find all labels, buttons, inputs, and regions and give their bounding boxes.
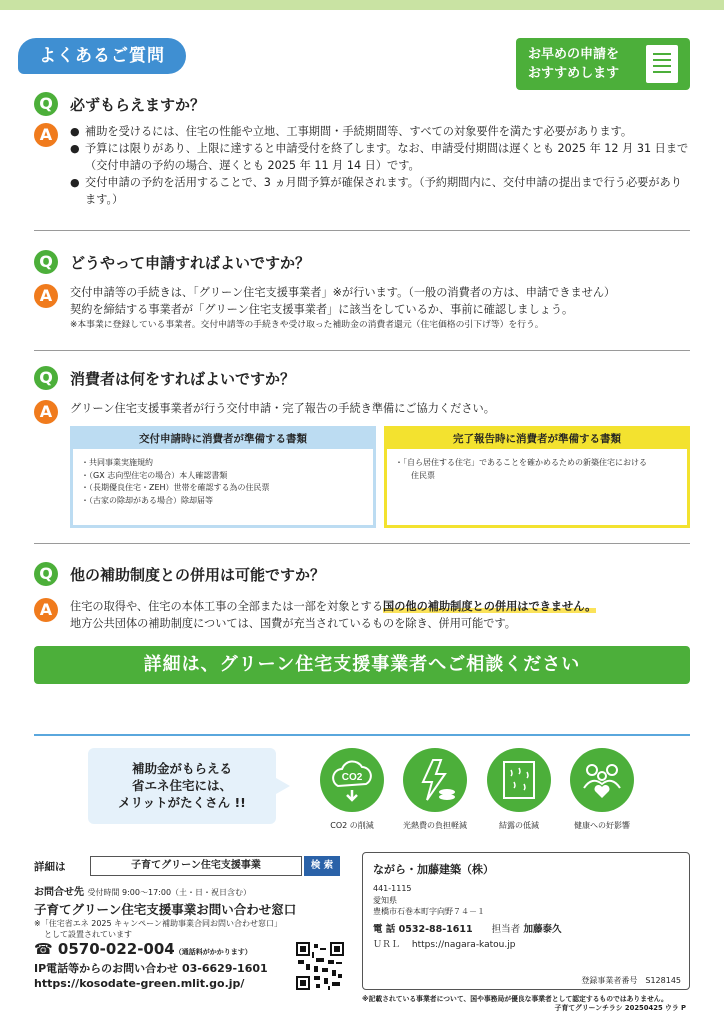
contact-phone-number: 0570-022-004: [57, 940, 175, 958]
contact-label-text: お問合せ先: [34, 887, 84, 898]
merit-label: 結露の低減: [499, 821, 539, 830]
faq-4-answer-line-1: [70, 598, 700, 615]
consult-banner: 詳細は、グリーン住宅支援事業者へご相談ください: [34, 646, 690, 684]
contact-note-line-2: として設置されています: [44, 930, 132, 939]
faq-4-answer-pre: 住宅の取得や、住宅の本体工事の全部または一部を対象とする: [70, 600, 384, 613]
contact-hours: 受付時間 9:00〜17:00（土・日・祝日含む）: [87, 888, 252, 897]
faq-1-bullet: ● 補助を受けるには、住宅の性能や立地、工事期間・手続期間等、すべての対象要件を満たす必要があります。: [70, 123, 690, 140]
ip-phone-label: IP電話等からのお問い合わせ: [34, 962, 179, 975]
faq-1-bullet: ● 交付申請の予約を活用することで、3 ヵ月間予算が確保されます。（予約期間内に、交付申請の提出まで行う必要があります。）: [70, 174, 690, 208]
application-document-item: ・（長期優良住宅・ZEH）世帯を確認する為の住民票: [81, 483, 270, 492]
official-url[interactable]: https://kosodate-green.mlit.go.jp/: [34, 977, 245, 990]
merits-bubble-line-2: 省エネ住宅には、: [131, 778, 232, 793]
ip-phone-number: 03-6629-1601: [182, 962, 268, 975]
energy-savings-icon: [403, 748, 467, 812]
contact-note-line-1: ※「住宅省エネ 2025 キャンペーン補助事業合同お問い合わせ窓口」: [34, 919, 282, 928]
contractor-reg-label: 登録事業者番号: [581, 976, 638, 985]
search-keyword-box: 子育てグリーン住宅支援事業: [90, 856, 302, 876]
contractor-postal: 441-1115: [373, 884, 412, 893]
a-badge: A: [34, 284, 58, 308]
phone-icon: ☎: [34, 940, 53, 958]
contractor-url-label: ＵＲＬ: [373, 940, 401, 950]
contractor-info-box: [362, 852, 690, 990]
merit-label: CO2 の削減: [330, 821, 374, 830]
contractor-url[interactable]: https://nagara-katou.jp: [411, 940, 516, 950]
section-divider: [34, 734, 690, 736]
faq-2-answer-line-2: 契約を締結する事業者が「グリーン住宅支援事業者」に該当をしているか、事前に確認しましょう。: [70, 303, 574, 316]
q-badge: Q: [34, 562, 58, 586]
condensation-icon: [487, 748, 551, 812]
contractor-prefecture: 愛知県: [373, 896, 397, 905]
ip-phone: [34, 960, 268, 976]
faq-4-question-text: 他の補助制度との併用は可能ですか？: [70, 566, 326, 584]
contractor-tel-row: [373, 921, 561, 935]
a-badge: A: [34, 598, 58, 622]
contractor-reg-no: S128145: [645, 976, 681, 985]
q-badge: Q: [34, 366, 58, 390]
faq-4-answer-highlight: 国の他の補助制度との併用はできません。: [383, 600, 597, 613]
application-document-item: ・（GX 志向型住宅の場合）本人確認書類: [81, 470, 228, 480]
early-application-line-1: お早めの申請を: [528, 47, 620, 62]
contractor-url-row: [373, 937, 515, 950]
merit-label: 健康への好影響: [574, 821, 630, 830]
a-badge: A: [34, 123, 58, 147]
faq-3-question-text: 消費者は何をすればよいですか？: [70, 370, 296, 388]
completion-documents-box: [384, 426, 690, 528]
a-badge: A: [34, 400, 58, 424]
search-button: 検 索: [304, 856, 340, 876]
early-application-callout: [516, 38, 690, 90]
contractor-reg-row: [581, 975, 681, 986]
contact-label: [34, 883, 251, 898]
document-icon: [646, 45, 678, 83]
contractor-tel: 0532-88-1611: [398, 924, 473, 935]
divider: [34, 350, 690, 351]
contact-phone: [34, 940, 252, 958]
contact-center-name: 子育てグリーン住宅支援事業お問い合わせ窓口: [34, 902, 297, 917]
faq-heading-tag: よくあるご質問: [18, 38, 186, 74]
application-documents-title: 交付申請時に消費者が準備する書類: [73, 429, 373, 449]
faq-4-answer-line-2: 地方公共団体の補助制度については、国費が充当されているものを除き、併用可能です。: [70, 617, 516, 630]
faq-3-answer-text: グリーン住宅支援事業者が行う交付申請・完了報告の手続き準備にご協力ください。: [70, 402, 495, 415]
completion-document-item-cont: 住民票: [411, 470, 435, 480]
contractor-tel-label: 電 話: [373, 924, 396, 935]
faq-1-bullet: ● 予算には限りがあり、上限に達すると申請受付を終了します。なお、申請受付期間は遅くとも 2025 年 12 月 31 日まで（交付申請の予約の場合、遅くとも 2025 年 11 月 14 日）です。: [70, 140, 690, 174]
merit-condensation: [479, 748, 559, 831]
divider: [34, 543, 690, 544]
contact-phone-note: （通話料がかかります）: [174, 948, 252, 956]
co2-icon: [320, 748, 384, 812]
completion-documents-title: 完了報告時に消費者が準備する書類: [387, 429, 687, 449]
early-application-line-2: おすすめします: [528, 66, 620, 81]
completion-document-item: ・「自ら居住する住宅」であることを確かめるための新築住宅における: [395, 458, 647, 467]
co2-icon-text: CO2: [341, 772, 363, 783]
divider: [34, 230, 690, 231]
health-icon: [570, 748, 634, 812]
contractor-rep-label: 担当者: [491, 924, 521, 935]
footnote: ※記載されている事業者について、国や事務局が優良な事業者として認定するものではありません。: [362, 995, 668, 1003]
top-accent-bar: [0, 0, 724, 10]
contractor-name: ながら・加藤建築（株）: [373, 863, 494, 876]
contractor-rep: 加藤泰久: [523, 924, 562, 935]
faq-2-answer-line-1: 交付申請等の手続きは、「グリーン住宅支援事業者」※が行います。（一般の消費者の方は、申請できません）: [70, 286, 616, 299]
details-label: 詳細は: [34, 861, 66, 873]
application-documents-box: [70, 426, 376, 528]
merit-label: 光熱費の負担軽減: [403, 821, 467, 830]
merits-bubble-line-1: 補助金がもらえる: [131, 761, 232, 776]
merit-co2: [312, 748, 392, 831]
qr-code: [296, 942, 344, 990]
merit-energy-cost: [395, 748, 475, 831]
application-document-item: ・（古家の除却がある場合）除却届等: [81, 495, 213, 505]
faq-1-question-text: 必ずもらえますか？: [70, 96, 206, 114]
merits-bubble-line-3: メリットがたくさん !!: [118, 795, 246, 810]
faq-2-note: ※本事業に登録している事業者。交付申請等の手続きや受け取った補助金の消費者還元（住宅価格の引下げ等）を行う。: [70, 320, 544, 330]
merits-speech-bubble: [88, 748, 276, 824]
version-label: 子育てグリーンチラシ 20250425 ウラ P: [554, 1004, 686, 1012]
faq-2-question-text: どうやって申請すればよいですか？: [70, 254, 311, 272]
q-badge: Q: [34, 92, 58, 116]
contractor-address: 豊橋市石巻本町字向野７４－１: [373, 907, 485, 916]
application-document-item: ・共同事業実施規約: [81, 458, 153, 467]
q-badge: Q: [34, 250, 58, 274]
merit-health: [562, 748, 642, 831]
